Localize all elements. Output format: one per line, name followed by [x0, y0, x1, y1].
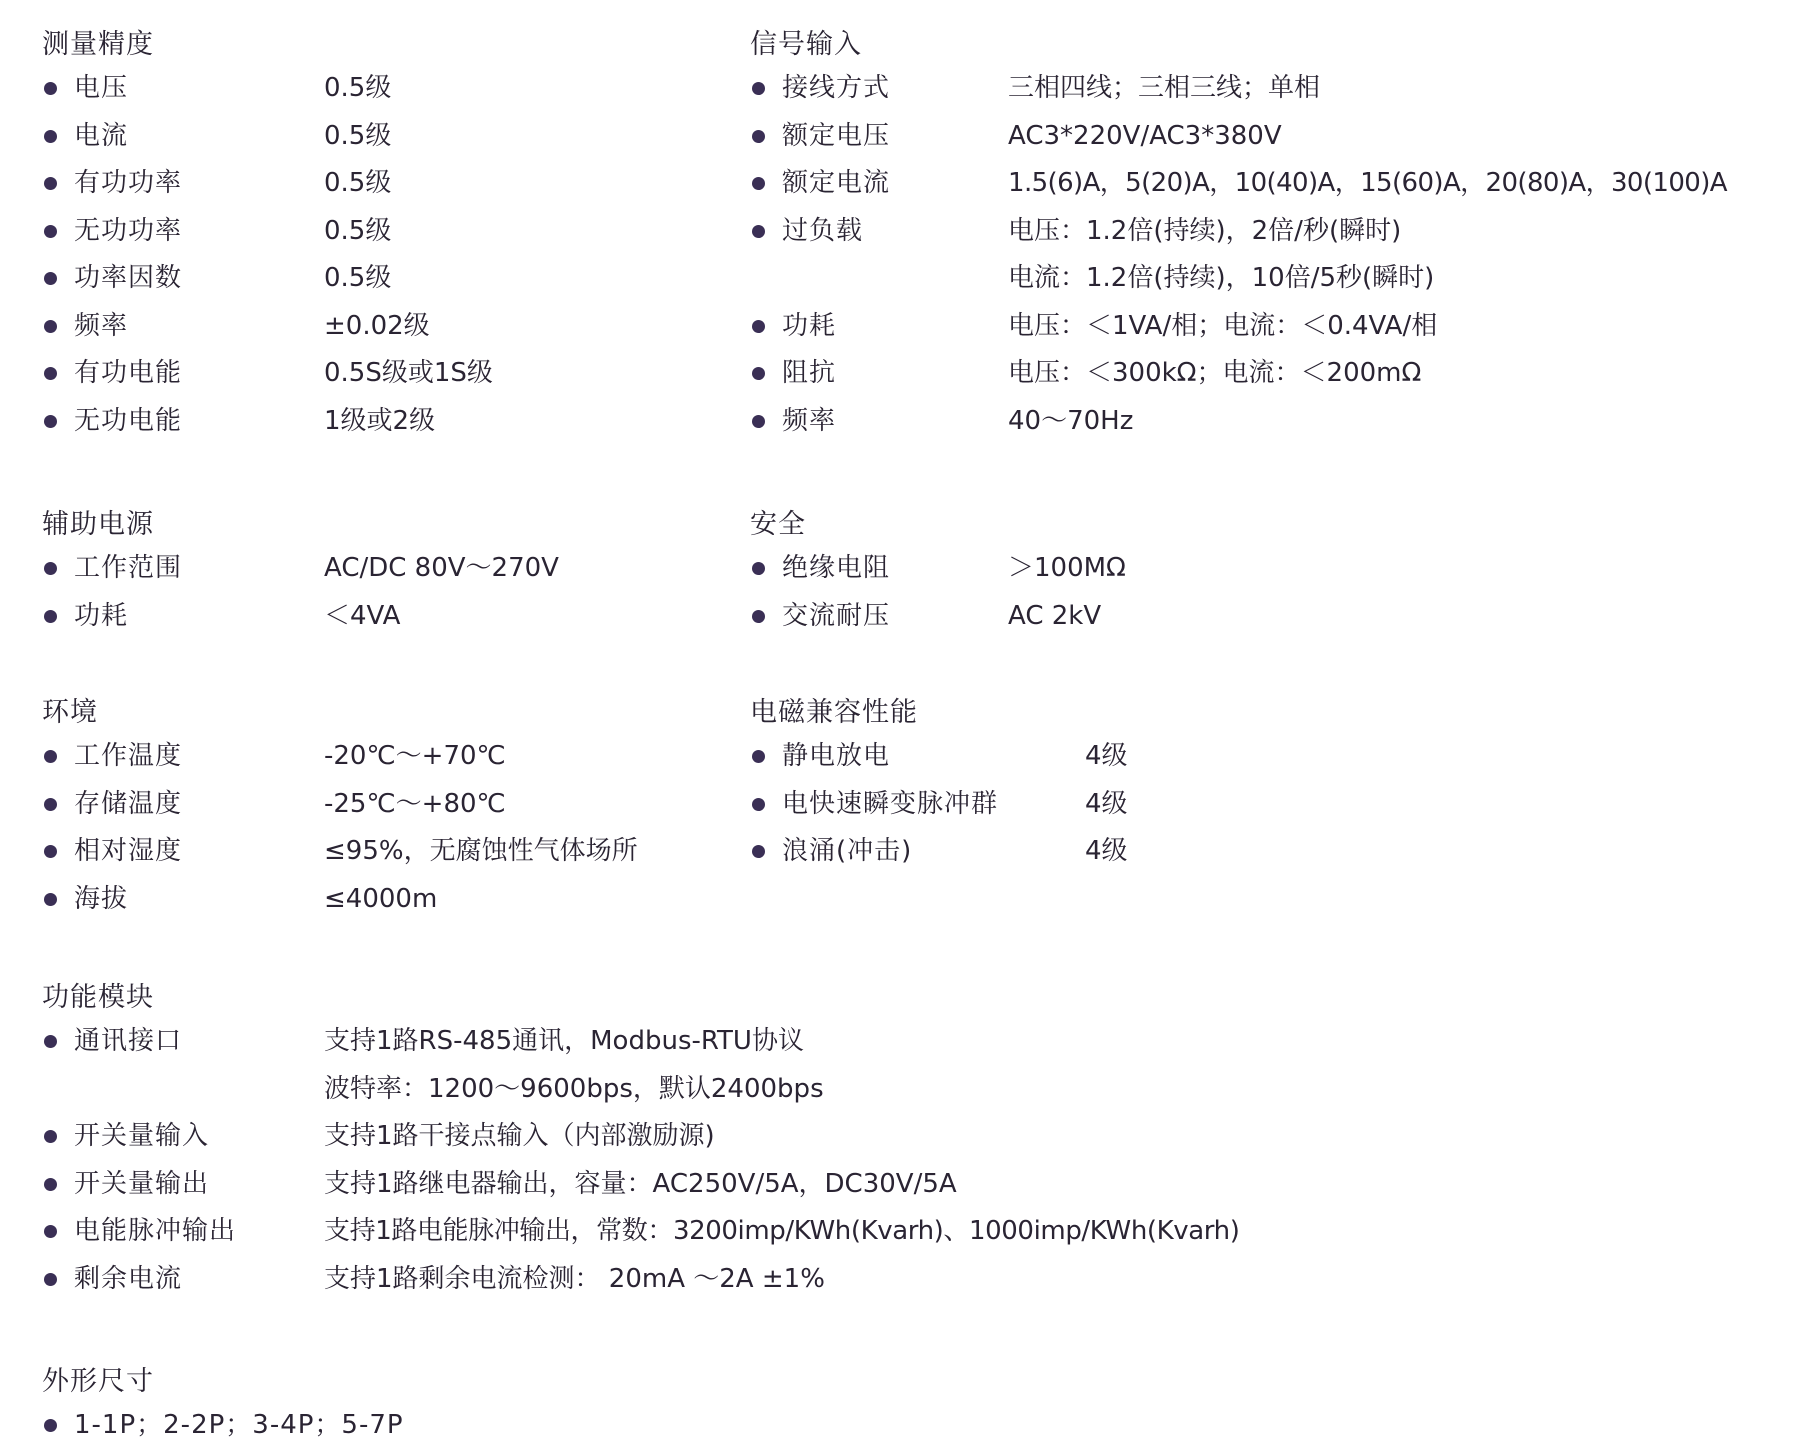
spec-value: 支持1路RS-485通讯，Modbus-RTU协议 [324, 1026, 804, 1056]
bullet-icon [752, 225, 765, 238]
spec-label: 1-1P；2-2P；3-4P；5-7P [74, 1410, 404, 1440]
spec-value: 电流：1.2倍(持续)，10倍/5秒(瞬时) [1008, 263, 1435, 293]
section-title: 环境 [42, 697, 98, 728]
spec-label: 浪涌(冲击) [782, 836, 913, 866]
spec-label: 额定电压 [782, 120, 891, 151]
section-title: 功能模块 [42, 982, 154, 1013]
bullet-icon [752, 415, 765, 428]
spec-row [42, 113, 392, 161]
spec-row [750, 160, 1727, 208]
bullet-icon [44, 893, 57, 906]
spec-row [42, 1161, 957, 1209]
bullet-icon [752, 845, 765, 858]
bullet-icon [752, 82, 765, 95]
spec-value: 三相四线；三相三线；单相 [1008, 73, 1321, 103]
section-title: 信号输入 [750, 29, 862, 60]
spec-row [42, 733, 506, 781]
bullet-icon [44, 130, 57, 143]
section-title: 电磁兼容性能 [750, 697, 918, 728]
bullet-icon [44, 1225, 57, 1238]
spec-row [42, 160, 392, 208]
spec-label: 静电放电 [782, 741, 891, 771]
section-measurement-accuracy [42, 25, 493, 445]
section-environment [42, 693, 638, 923]
spec-row-continued [750, 255, 1435, 303]
spec-value: 电压：＜1VA/相；电流：＜0.4VA/相 [1008, 310, 1438, 341]
spec-row [42, 593, 401, 641]
section-title: 辅助电源 [42, 509, 154, 540]
spec-row [42, 350, 493, 398]
bullet-icon [752, 750, 765, 763]
spec-row [42, 781, 506, 829]
spec-value: ＜4VA [324, 600, 401, 631]
spec-row [42, 828, 638, 876]
spec-value: ±0.02级 [324, 310, 430, 341]
spec-row [42, 255, 392, 303]
spec-row [750, 781, 1128, 829]
spec-row [750, 113, 1282, 161]
section-title: 外形尺寸 [42, 1366, 154, 1397]
bullet-icon [44, 798, 57, 811]
spec-row [750, 593, 1102, 641]
bullet-icon [44, 1273, 57, 1286]
bullet-icon [752, 367, 765, 380]
bullet-icon [44, 1130, 57, 1143]
bullet-icon [44, 562, 57, 575]
spec-value: 4级 [1085, 836, 1128, 866]
spec-value: 支持1路继电器输出，容量：AC250V/5A，DC30V/5A [324, 1168, 957, 1199]
spec-label: 功耗 [74, 600, 129, 631]
spec-value: 0.5S级或1S级 [324, 358, 493, 388]
spec-value: 1.5(6)A，5(20)A，10(40)A，15(60)A，20(80)A，30(100)A [1008, 168, 1727, 198]
spec-row-continued [42, 1066, 824, 1114]
spec-value: 0.5级 [324, 168, 392, 198]
spec-row [42, 65, 392, 113]
bullet-icon [44, 272, 57, 285]
section-title: 安全 [750, 509, 806, 540]
bullet-icon [44, 367, 57, 380]
section-function-modules [42, 978, 1240, 1303]
spec-value: 支持1路剩余电流检测： 20mA ～2A ±1% [324, 1263, 825, 1294]
spec-value: 40～70Hz [1008, 405, 1134, 436]
bullet-icon [752, 562, 765, 575]
spec-label: 额定电流 [782, 168, 891, 198]
spec-label: 有功功率 [74, 168, 183, 198]
bullet-icon [752, 610, 765, 623]
spec-row [42, 1208, 1240, 1256]
spec-label: 功耗 [782, 310, 837, 341]
bullet-icon [44, 1178, 57, 1191]
spec-row [750, 398, 1134, 446]
spec-label: 剩余电流 [74, 1263, 183, 1294]
spec-label: 交流耐压 [782, 600, 891, 631]
bullet-icon [752, 320, 765, 333]
section-emc [750, 693, 1128, 876]
section-dimensions [42, 1362, 404, 1450]
bullet-icon [752, 130, 765, 143]
spec-label: 开关量输出 [74, 1168, 210, 1199]
bullet-icon [752, 798, 765, 811]
bullet-icon [44, 750, 57, 763]
bullet-icon [752, 177, 765, 190]
spec-label: 电压 [74, 73, 129, 103]
spec-label: 过负载 [782, 215, 864, 246]
bullet-icon [44, 82, 57, 95]
spec-value: 1级或2级 [324, 405, 436, 436]
spec-value: 支持1路干接点输入（内部激励源) [324, 1121, 715, 1151]
spec-value: ≤95%，无腐蚀性气体场所 [324, 836, 638, 866]
spec-label: 电流 [74, 120, 129, 151]
spec-value: -20℃～+70℃ [324, 741, 506, 771]
spec-value: ≤4000m [324, 883, 438, 914]
spec-label: 工作范围 [74, 553, 183, 583]
spec-row [42, 1402, 404, 1450]
spec-row [750, 350, 1422, 398]
spec-row [750, 303, 1438, 351]
section-safety [750, 505, 1126, 640]
spec-value: 4级 [1085, 741, 1128, 771]
spec-label: 频率 [782, 405, 837, 436]
spec-label: 接线方式 [782, 73, 891, 103]
spec-label: 相对湿度 [74, 836, 183, 866]
spec-label: 频率 [74, 310, 129, 341]
bullet-icon [44, 177, 57, 190]
spec-value: AC 2kV [1008, 600, 1102, 631]
bullet-icon [44, 845, 57, 858]
spec-row [42, 1113, 715, 1161]
bullet-icon [44, 1035, 57, 1048]
spec-row [750, 65, 1321, 113]
spec-value: 0.5级 [324, 73, 392, 103]
section-signal-input [750, 25, 1727, 445]
bullet-icon [44, 1419, 57, 1432]
spec-row [42, 1256, 825, 1304]
spec-label: 工作温度 [74, 741, 183, 771]
spec-row [42, 398, 436, 446]
spec-label: 电能脉冲输出 [74, 1216, 237, 1246]
spec-label: 存储温度 [74, 788, 183, 819]
spec-value: AC3*220V/AC3*380V [1008, 120, 1282, 151]
bullet-icon [44, 415, 57, 428]
spec-value: ＞100MΩ [1008, 553, 1126, 583]
spec-row [750, 733, 1128, 781]
spec-value: AC/DC 80V～270V [324, 553, 559, 583]
spec-label: 绝缘电阻 [782, 553, 891, 583]
spec-row [42, 208, 392, 256]
spec-label: 无功电能 [74, 405, 183, 436]
spec-label: 通讯接口 [74, 1026, 183, 1056]
spec-value: 支持1路电能脉冲输出，常数：3200imp/KWh(Kvarh)、1000imp/KWh(Kvarh) [324, 1216, 1240, 1246]
spec-row [750, 828, 1128, 876]
spec-value: -25℃～+80℃ [324, 788, 506, 819]
bullet-icon [44, 225, 57, 238]
spec-label: 阻抗 [782, 358, 837, 388]
spec-row [750, 208, 1402, 256]
spec-value: 波特率：1200～9600bps，默认2400bps [324, 1073, 824, 1104]
spec-row [42, 303, 430, 351]
spec-label: 电快速瞬变脉冲群 [782, 788, 999, 819]
spec-row [42, 1018, 804, 1066]
section-aux-power [42, 505, 559, 640]
spec-label: 开关量输入 [74, 1121, 210, 1151]
spec-value: 0.5级 [324, 120, 392, 151]
spec-value: 0.5级 [324, 263, 392, 293]
spec-row [42, 545, 559, 593]
spec-row [42, 876, 438, 924]
spec-label: 功率因数 [74, 263, 183, 293]
spec-row [750, 545, 1126, 593]
spec-value: 电压：1.2倍(持续)，2倍/秒(瞬时) [1008, 215, 1402, 246]
section-title: 测量精度 [42, 29, 154, 60]
bullet-icon [44, 320, 57, 333]
spec-label: 有功电能 [74, 358, 183, 388]
bullet-icon [44, 610, 57, 623]
spec-value: 0.5级 [324, 215, 392, 246]
spec-label: 无功功率 [74, 215, 183, 246]
spec-label: 海拔 [74, 883, 129, 914]
spec-value: 电压：＜300kΩ；电流：＜200mΩ [1008, 358, 1422, 388]
spec-value: 4级 [1085, 788, 1128, 819]
